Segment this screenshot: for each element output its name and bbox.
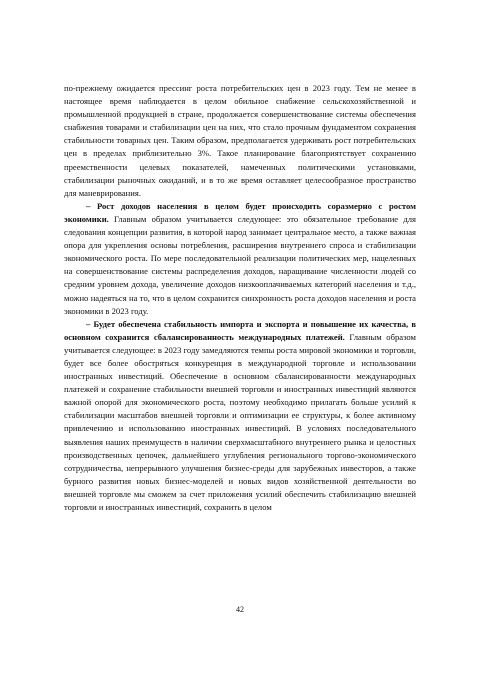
page-number: 42	[236, 605, 244, 614]
paragraph-consumer-prices-text: по-прежнему ожидается прессинг роста потребительских цен в 2023 году. Тем не менее в настоящее время наблюдается в целом обильное снабжение сельскохозяйственной и промышленной продукцией в стране, продолжается совершенствование системы обеспечения снабжения товарами и стабилизации цен на них, что стало прочным фундаментом сохранения стабильности товарных цен. Таким образом, предполагается удерживать рост потребительских цен в пределах приблизительно 3%. Такое планирование благоприятствует сохранению преемственности целевых показателей, намеченных политическими установками, стабилизации рыночных ожиданий, и в то же время оставляет целесообразное пространство для маневрирования.	[64, 83, 416, 198]
page-body	[64, 82, 416, 514]
paragraph-import-export-heading: – Будет обеспечена стабильность импорта и экспорта и повышение их качества, в основном сохранится сбалансированность международных платежей.	[64, 318, 416, 342]
paragraph-income-growth	[64, 200, 416, 318]
paragraph-import-export-text: Главным образом учитывается следующее: в 2023 году замедляются темпы роста мировой экономики и торговли, будет все более обостряться конкуренция в международной торговле и использовании иностранных инвестиций. Обеспечение в основном сбалансированности международных платежей и сохранение стабильности внешней торговли и иностранных инвестиций являются важной опорой для экономического роста, поэтому необходимо прилагать больше усилий к стабилизации масштабов внешней торговли и оптимизации ее структуры, к более активному привлечению и использованию иностранных инвестиций. В условиях последовательного выявления наших преимуществ в наличии сверхмасштабного внутреннего рынка и целостных производственных цепочек, дальнейшего углубления регионального торгово-экономического сотрудничества, непрерывного улучшения бизнес-среды для зарубежных инвесторов, а также бурного развития новых бизнес-моделей и новых видов хозяйственной деятельности во внешней торговле мы сможем за счет приложения усилий обеспечить стабилизацию внешней торговли и иностранных инвестиций, сохранить в целом	[64, 331, 416, 512]
paragraph-consumer-prices	[64, 82, 416, 200]
paragraph-import-export	[64, 318, 416, 514]
paragraph-income-growth-heading: – Рост доходов населения в целом будет происходить соразмерно с ростом экономики.	[64, 200, 416, 224]
paragraph-income-growth-text: Главным образом учитывается следующее: это обязательное требование для следования концепции развития, в которой народ занимает центральное место, а также важная опора для укрепления основы потребления, расширения внутреннего спроса и стабилизации экономического роста. По мере последовательной реализации политических мер, нацеленных на совершенствование системы распределения доходов, наращивание численности людей со средним уровнем дохода, увеличение доходов низкооплачиваемых категорий населения и т.д., можно надеяться на то, что в целом сохранится синхронность роста доходов населения и роста экономики в 2023 году.	[64, 213, 416, 316]
